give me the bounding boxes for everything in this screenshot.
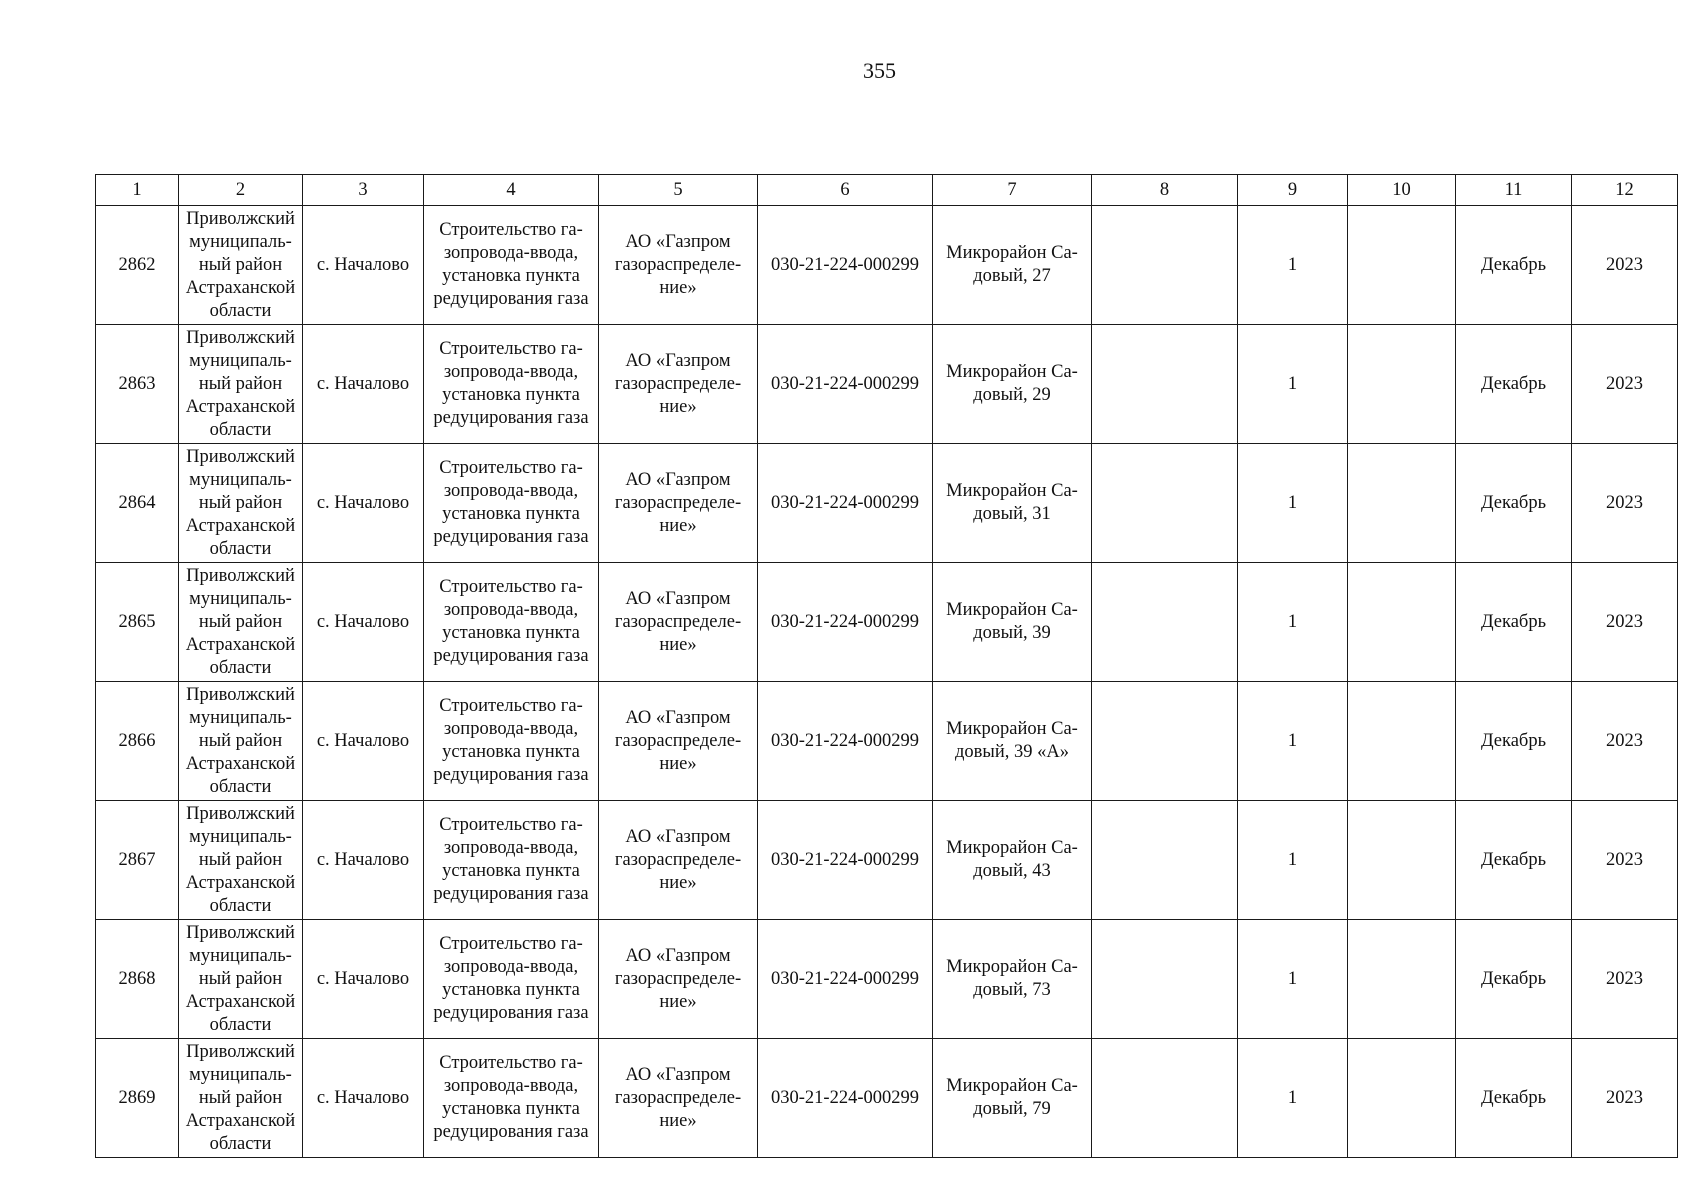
cell-text: 1 <box>1287 492 1298 513</box>
cell-text: 030-21-224-000299 <box>771 849 919 870</box>
work-description-cell <box>424 325 599 444</box>
quantity-cell <box>1238 920 1348 1039</box>
cell-text: 030-21-224-000299 <box>771 492 919 513</box>
cell-text: 030-21-224-000299 <box>771 730 919 751</box>
page-number: 355 <box>863 58 896 83</box>
cell-text: 2023 <box>1606 373 1643 394</box>
cell-text: Декабрь <box>1480 968 1547 989</box>
empty-cell <box>1092 801 1238 920</box>
registry-code-cell <box>758 682 933 801</box>
row-number-cell <box>96 206 179 325</box>
year-cell <box>1572 325 1678 444</box>
registry-code-cell <box>758 920 933 1039</box>
work-description-cell <box>424 1039 599 1158</box>
cell-text: 1 <box>1287 730 1298 751</box>
column-header: 1 <box>96 175 179 206</box>
row-number-cell <box>96 1039 179 1158</box>
cell-text: 2023 <box>1606 968 1643 989</box>
column-header: 9 <box>1238 175 1348 206</box>
cell-text: Микрорайон Са- довый, 31 <box>946 481 1078 524</box>
empty-cell <box>1092 1039 1238 1158</box>
work-description-cell <box>424 206 599 325</box>
cell-text: Строительство га- зопровода-ввода, установка пункта редуцирования газа <box>433 815 589 904</box>
cell-text: 2869 <box>118 1087 156 1108</box>
address-cell <box>933 206 1092 325</box>
empty-cell <box>1092 206 1238 325</box>
cell-text: с. Началово <box>316 730 410 751</box>
cell-text: 030-21-224-000299 <box>771 968 919 989</box>
cell-text: 2868 <box>118 968 156 989</box>
cell-text: 2864 <box>118 492 156 513</box>
row-number-cell <box>96 801 179 920</box>
quantity-cell <box>1238 444 1348 563</box>
quantity-cell <box>1238 1039 1348 1158</box>
cell-text: 1 <box>1287 849 1298 870</box>
cell-text: 2867 <box>118 849 156 870</box>
address-cell <box>933 682 1092 801</box>
cell-text: 2023 <box>1606 730 1643 751</box>
cell-text: Приволжский муниципаль- ный район Астраханской области <box>185 208 296 321</box>
settlement-cell <box>303 1039 424 1158</box>
row-number-cell <box>96 682 179 801</box>
empty-cell <box>1348 920 1456 1039</box>
empty-cell <box>1092 920 1238 1039</box>
cell-text: АО «Газпром газораспределе- ние» <box>614 945 742 1012</box>
work-description-cell <box>424 920 599 1039</box>
cell-text: Декабрь <box>1480 373 1547 394</box>
registry-code-cell <box>758 206 933 325</box>
cell-text: с. Началово <box>316 968 410 989</box>
cell-text: Приволжский муниципаль- ный район Астраханской области <box>185 327 296 440</box>
quantity-cell <box>1238 801 1348 920</box>
organization-cell <box>599 920 758 1039</box>
cell-text: АО «Газпром газораспределе- ние» <box>614 1064 742 1131</box>
table-row <box>96 682 1678 801</box>
empty-cell <box>1348 801 1456 920</box>
column-header: 6 <box>758 175 933 206</box>
registry-code-cell <box>758 801 933 920</box>
cell-text: Строительство га- зопровода-ввода, установка пункта редуцирования газа <box>433 577 589 666</box>
cell-text: Микрорайон Са- довый, 27 <box>946 243 1078 286</box>
cell-text: с. Началово <box>316 1087 410 1108</box>
address-cell <box>933 325 1092 444</box>
year-cell <box>1572 801 1678 920</box>
table-header-row <box>96 175 1678 206</box>
cell-text: Декабрь <box>1480 611 1547 632</box>
empty-cell <box>1348 682 1456 801</box>
cell-text: 1 <box>1287 1087 1298 1108</box>
address-cell <box>933 1039 1092 1158</box>
settlement-cell <box>303 325 424 444</box>
cell-text: Декабрь <box>1480 730 1547 751</box>
district-cell <box>179 920 303 1039</box>
cell-text: с. Началово <box>316 492 410 513</box>
year-cell <box>1572 206 1678 325</box>
organization-cell <box>599 682 758 801</box>
column-header: 5 <box>599 175 758 206</box>
quantity-cell <box>1238 206 1348 325</box>
row-number-cell <box>96 325 179 444</box>
settlement-cell <box>303 920 424 1039</box>
registry-code-cell <box>758 563 933 682</box>
cell-text: 2023 <box>1606 254 1643 275</box>
work-description-cell <box>424 801 599 920</box>
district-cell <box>179 206 303 325</box>
column-header: 11 <box>1456 175 1572 206</box>
district-cell <box>179 1039 303 1158</box>
cell-text: 2023 <box>1606 1087 1643 1108</box>
cell-text: с. Началово <box>316 611 410 632</box>
cell-text: Строительство га- зопровода-ввода, установка пункта редуцирования газа <box>433 696 589 785</box>
organization-cell <box>599 801 758 920</box>
table-row <box>96 920 1678 1039</box>
table-row <box>96 1039 1678 1158</box>
cell-text: Приволжский муниципаль- ный район Астраханской области <box>185 446 296 559</box>
empty-cell <box>1348 444 1456 563</box>
cell-text: Строительство га- зопровода-ввода, установка пункта редуцирования газа <box>433 934 589 1023</box>
quantity-cell <box>1238 563 1348 682</box>
cell-text: 2866 <box>118 730 156 751</box>
work-description-cell <box>424 444 599 563</box>
table-row <box>96 325 1678 444</box>
district-cell <box>179 444 303 563</box>
month-cell <box>1456 920 1572 1039</box>
cell-text: АО «Газпром газораспределе- ние» <box>614 826 742 893</box>
cell-text: 030-21-224-000299 <box>771 254 919 275</box>
month-cell <box>1456 801 1572 920</box>
cell-text: Строительство га- зопровода-ввода, установка пункта редуцирования газа <box>433 339 589 428</box>
column-header: 4 <box>424 175 599 206</box>
cell-text: Приволжский муниципаль- ный район Астраханской области <box>185 565 296 678</box>
quantity-cell <box>1238 682 1348 801</box>
column-header: 7 <box>933 175 1092 206</box>
cell-text: 1 <box>1287 611 1298 632</box>
row-number-cell <box>96 563 179 682</box>
cell-text: Приволжский муниципаль- ный район Астраханской области <box>185 803 296 916</box>
column-header: 3 <box>303 175 424 206</box>
cell-text: 2023 <box>1606 849 1643 870</box>
year-cell <box>1572 682 1678 801</box>
cell-text: 030-21-224-000299 <box>771 373 919 394</box>
registry-code-cell <box>758 1039 933 1158</box>
cell-text: Декабрь <box>1480 849 1547 870</box>
month-cell <box>1456 325 1572 444</box>
address-cell <box>933 920 1092 1039</box>
address-cell <box>933 444 1092 563</box>
registry-code-cell <box>758 444 933 563</box>
row-number-cell <box>96 920 179 1039</box>
empty-cell <box>1092 444 1238 563</box>
cell-text: Микрорайон Са- довый, 43 <box>946 838 1078 881</box>
table-body <box>96 206 1678 1158</box>
column-header: 8 <box>1092 175 1238 206</box>
table-header <box>96 175 1678 206</box>
organization-cell <box>599 206 758 325</box>
cell-text: с. Началово <box>316 373 410 394</box>
table-row <box>96 444 1678 563</box>
organization-cell <box>599 563 758 682</box>
cell-text: Микрорайон Са- довый, 29 <box>946 362 1078 405</box>
cell-text: АО «Газпром газораспределе- ние» <box>614 707 742 774</box>
registry-code-cell <box>758 325 933 444</box>
empty-cell <box>1348 1039 1456 1158</box>
document-table <box>95 174 1678 1158</box>
cell-text: Декабрь <box>1480 492 1547 513</box>
cell-text: 2863 <box>118 373 156 394</box>
month-cell <box>1456 1039 1572 1158</box>
cell-text: 2023 <box>1606 611 1643 632</box>
cell-text: с. Началово <box>316 849 410 870</box>
table-row <box>96 563 1678 682</box>
empty-cell <box>1348 206 1456 325</box>
cell-text: Декабрь <box>1480 1087 1547 1108</box>
empty-cell <box>1348 563 1456 682</box>
cell-text: Строительство га- зопровода-ввода, установка пункта редуцирования газа <box>433 1053 589 1142</box>
table-row <box>96 801 1678 920</box>
cell-text: Микрорайон Са- довый, 39 <box>946 600 1078 643</box>
cell-text: Декабрь <box>1480 254 1547 275</box>
cell-text: Строительство га- зопровода-ввода, установка пункта редуцирования газа <box>433 458 589 547</box>
settlement-cell <box>303 563 424 682</box>
month-cell <box>1456 563 1572 682</box>
cell-text: Приволжский муниципаль- ный район Астраханской области <box>185 922 296 1035</box>
quantity-cell <box>1238 325 1348 444</box>
empty-cell <box>1092 682 1238 801</box>
cell-text: 1 <box>1287 968 1298 989</box>
cell-text: Микрорайон Са- довый, 39 «А» <box>946 719 1078 762</box>
district-cell <box>179 325 303 444</box>
cell-text: с. Началово <box>316 254 410 275</box>
empty-cell <box>1092 325 1238 444</box>
address-cell <box>933 801 1092 920</box>
cell-text: АО «Газпром газораспределе- ние» <box>614 588 742 655</box>
cell-text: АО «Газпром газораспределе- ние» <box>614 350 742 417</box>
settlement-cell <box>303 206 424 325</box>
organization-cell <box>599 325 758 444</box>
cell-text: Микрорайон Са- довый, 79 <box>946 1076 1078 1119</box>
column-header: 2 <box>179 175 303 206</box>
settlement-cell <box>303 801 424 920</box>
cell-text: 1 <box>1287 373 1298 394</box>
cell-text: Микрорайон Са- довый, 73 <box>946 957 1078 1000</box>
organization-cell <box>599 1039 758 1158</box>
settlement-cell <box>303 444 424 563</box>
settlement-cell <box>303 682 424 801</box>
table-row <box>96 206 1678 325</box>
year-cell <box>1572 920 1678 1039</box>
empty-cell <box>1092 563 1238 682</box>
organization-cell <box>599 444 758 563</box>
month-cell <box>1456 444 1572 563</box>
district-cell <box>179 801 303 920</box>
column-header: 12 <box>1572 175 1678 206</box>
year-cell <box>1572 563 1678 682</box>
address-cell <box>933 563 1092 682</box>
month-cell <box>1456 206 1572 325</box>
column-header: 10 <box>1348 175 1456 206</box>
work-description-cell <box>424 563 599 682</box>
cell-text: АО «Газпром газораспределе- ние» <box>614 469 742 536</box>
cell-text: 030-21-224-000299 <box>771 1087 919 1108</box>
cell-text: 2023 <box>1606 492 1643 513</box>
cell-text: Приволжский муниципаль- ный район Астраханской области <box>185 1041 296 1154</box>
cell-text: Приволжский муниципаль- ный район Астраханской области <box>185 684 296 797</box>
cell-text: АО «Газпром газораспределе- ние» <box>614 231 742 298</box>
district-cell <box>179 682 303 801</box>
cell-text: 2862 <box>118 254 156 275</box>
row-number-cell <box>96 444 179 563</box>
empty-cell <box>1348 325 1456 444</box>
cell-text: 030-21-224-000299 <box>771 611 919 632</box>
cell-text: 1 <box>1287 254 1298 275</box>
work-description-cell <box>424 682 599 801</box>
district-cell <box>179 563 303 682</box>
cell-text: 2865 <box>118 611 156 632</box>
year-cell <box>1572 444 1678 563</box>
year-cell <box>1572 1039 1678 1158</box>
month-cell <box>1456 682 1572 801</box>
cell-text: Строительство га- зопровода-ввода, установка пункта редуцирования газа <box>433 220 589 309</box>
